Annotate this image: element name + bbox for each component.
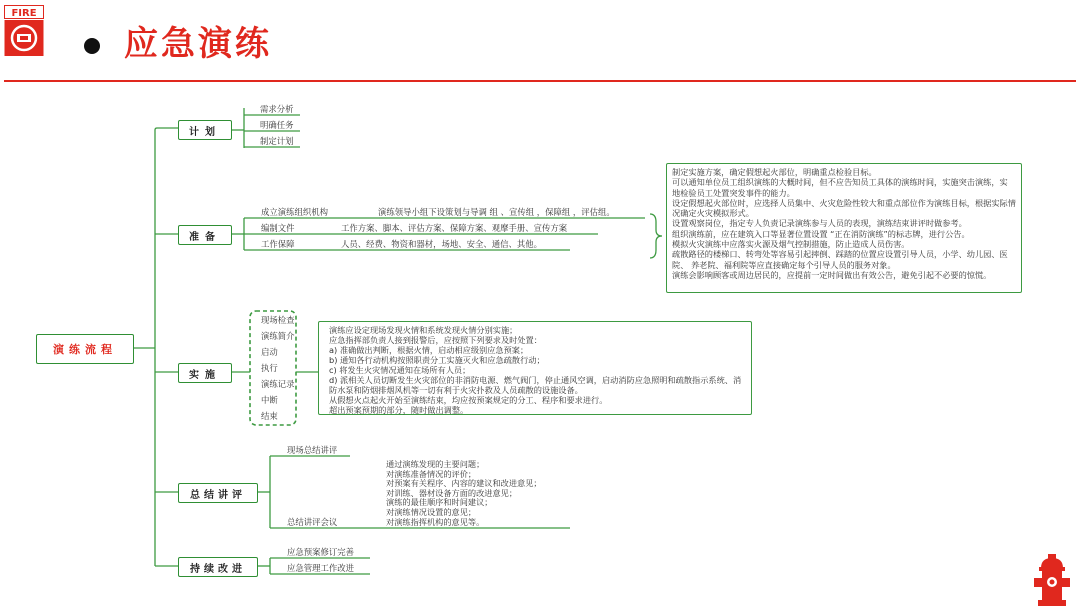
topic-improve: 持续改进 <box>178 557 258 577</box>
page-title: 应急演练 <box>124 24 272 64</box>
implement-note: 演练应设定现场发现火情和系统发现火情分别实施； 应急指挥部负责人接到报警后，应按照下列要求及时处置： a) 准确做出判断，根据火情，启动相应级别应急预案； b) 通知各行动机构按照职责分工实施灭火和应急疏散行动； c) 将发生火灾情况通知在场所有人员； d) 派相关人员切断发生火灾部位的非消防电源、燃气阀门，停止通风空调，启动消防应急照明和疏散指示系统、消防水泵和防烟排烟风机等一切有利于火灾扑救及人员疏散的设施设备。 从假想火点起火开始至演练结束，均应按预案规定的分工、程序和要求进行。 超出预案预期的部分，随时做出调整。 <box>329 325 742 415</box>
topic-summary: 总结讲评 <box>178 483 258 503</box>
improve-item: 应急预案修订完善 <box>287 547 354 557</box>
plan-item: 需求分析 <box>260 104 294 114</box>
topic-implement: 实施 <box>178 363 232 383</box>
implement-item: 现场检查 <box>261 315 295 325</box>
plan-item: 制定计划 <box>260 136 294 146</box>
implement-item: 演练简介 <box>261 331 295 341</box>
prepare-note: 制定实施方案，确定假想起火部位，明确重点检验目标。 可以通知单位员工组织演练的大概时间，但不应告知员工具体的演练时间，实施突击演练，实 地检验员工处置突发事件的能力。 设定假想起火部位时，应选择人员集中、火灾危险性较大和重点部位作为演练目标，根据实际情况确定火灾模拟形式。 设置观察岗位，指定专人负责记录演练参与人员的表现，演练结束讲评时做参考。 组织演练前，应在建筑入口等显著位置设置 “正在消防演练”的标志牌，进行公告。 模拟火灾演练中应落实火源及烟气控制措施，防止造成人员伤害。 疏散路径的楼梯口、转弯处等容易引起摔倒、踩踏的位置应设置引导人员，小学、幼儿园、医院、 养老院、福利院等应直接确定每个引导人员的服务对象。 演练会影响顾客或周边居民的，应提前一定时间做出有效公告，避免引起不必要的惊慌。 <box>672 167 1016 280</box>
implement-note-box <box>318 321 752 415</box>
implement-item: 演练记录 <box>261 379 295 389</box>
topic-prepare: 准备 <box>178 225 232 245</box>
root-topic: 演练流程 <box>36 334 134 364</box>
implement-item: 结束 <box>261 411 278 421</box>
prepare-item-detail: 工作方案、脚本、评估方案、保障方案、观摩手册、宣传方案 <box>341 223 568 233</box>
implement-item: 执行 <box>261 363 278 373</box>
prepare-item-label: 成立演练组织机构 <box>261 207 328 217</box>
prepare-note-box <box>666 163 1022 293</box>
prepare-item-detail: 演练领导小组下设策划与导调 组 、宣传组 ，保障组 ，评估组。 <box>378 207 615 217</box>
prepare-item-detail: 人员、经费、物资和器材，场地、安全、通信、其他。 <box>341 239 542 249</box>
topic-plan: 计划 <box>178 120 232 140</box>
implement-item: 启动 <box>261 347 278 357</box>
prepare-item-label: 编制文件 <box>261 223 295 233</box>
plan-item: 明确任务 <box>260 120 294 130</box>
fire-hydrant-icon <box>1032 552 1072 608</box>
fire-logo-text: FIRE <box>11 8 37 19</box>
prepare-item-label: 工作保障 <box>261 239 295 249</box>
summary-note: 通过演练发现的主要问题； 对演练准备情况的评价； 对预案有关程序、内容的建议和改进意见； 对训练、器材设备方面的改进意见； 演练的最佳顺序和时间建议； 对演练情况设置的意见； 对演练指挥机构的意见等。 <box>386 459 542 527</box>
summary-item: 总结讲评会议 <box>287 517 338 527</box>
improve-item: 应急管理工作改进 <box>287 563 354 573</box>
summary-item: 现场总结讲评 <box>287 445 338 455</box>
implement-item: 中断 <box>261 395 278 405</box>
